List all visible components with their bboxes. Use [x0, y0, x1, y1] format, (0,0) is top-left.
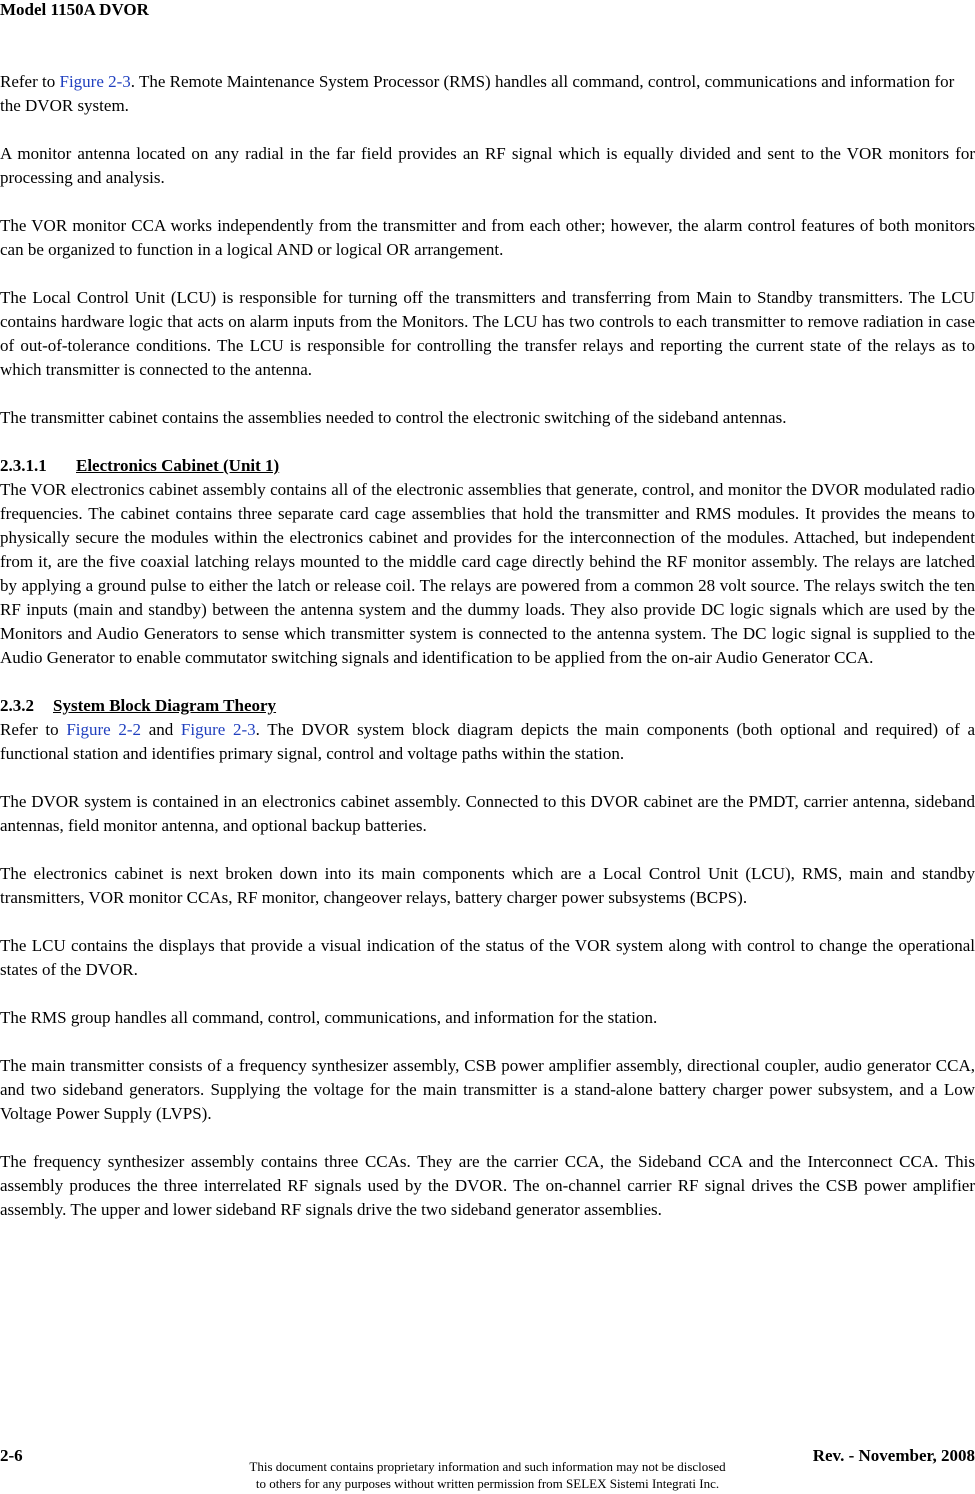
- text-span: and: [141, 720, 181, 739]
- revision-date: Rev. - November, 2008: [812, 1446, 975, 1465]
- section-heading-2311: [0, 454, 975, 478]
- disclaimer-line: to others for any purposes without written permission from SELEX Sistemi Integrati Inc.: [255, 1476, 720, 1491]
- document-body: [0, 70, 975, 1246]
- paragraph-block-diagram-intro: [0, 718, 975, 766]
- figure-link[interactable]: Figure 2-3: [180, 720, 256, 739]
- paragraph-vor-monitor: The VOR monitor CCA works independently from the transmitter and from each other; however, the alarm control features of both monitors can be organized to function in a logical AND or logical OR arrangement.: [0, 216, 975, 259]
- section-title: System Block Diagram Theory: [53, 696, 277, 715]
- paragraph-main-transmitter: The main transmitter consists of a frequency synthesizer assembly, CSB power amplifier assembly, directional coupler, audio generator CCA, and two sideband generators. Supplying the voltage for the main transmitter is a stand-alone battery charger power subsystem, and a Low Voltage Power Supply (LVPS).: [0, 1056, 975, 1123]
- page-header-title: Model 1150A DVOR: [0, 0, 149, 19]
- paragraph-electronics-cabinet: The VOR electronics cabinet assembly contains all of the electronic assemblies that generate, control, and monitor the DVOR modulated radio frequencies. The cabinet contains three separate card cage assemblies that hold the transmitter and RMS modules. It provides the means to physically secure the modules within the electronics cabinet and provides for the interconnection of the modules. Attached, but independent from it, are the five coaxial latching relays mounted to the middle card cage directly behind the RF monitor assembly. The relays are latched by applying a ground pulse to either the latch or release coil. The relays are powered from a common 28 volt source. The relays switch the ten RF inputs (main and standby) between the antenna system and the dummy loads. They also provide DC logic signals which are used by the Monitors and Audio Generators to sense which transmitter system is connected to the antenna system. The DC logic signal is supplied to the Audio Generator to enable commutator switching signals and identification to be applied from the on-air Audio Generator CCA.: [0, 480, 975, 667]
- text-span: Refer to: [0, 72, 60, 91]
- figure-link[interactable]: Figure 2-2: [66, 720, 142, 739]
- text-span: Refer to: [0, 720, 67, 739]
- figure-link[interactable]: Figure 2-3: [59, 72, 131, 91]
- paragraph-frequency-synthesizer: The frequency synthesizer assembly contains three CCAs. They are the carrier CCA, the Sideband CCA and the Interconnect CCA. This assembly produces the three interrelated RF signals used by the DVOR. The on-channel carrier RF signal drives the CSB power amplifier assembly. The upper and lower sideband RF signals drive the two sideband generator assemblies.: [0, 1152, 975, 1219]
- proprietary-disclaimer: [0, 1458, 975, 1492]
- disclaimer-line: This document contains proprietary information and such information may not be disclosed: [249, 1459, 726, 1474]
- section-number: 2.3.1.1: [0, 456, 47, 475]
- page-number: 2-6: [0, 1446, 23, 1465]
- section-number: 2.3.2: [0, 696, 34, 715]
- text-span: . The Remote Maintenance System Processor (RMS) handles all command, control, communications and information for the DVOR system.: [0, 72, 955, 115]
- paragraph-rms: [0, 70, 975, 118]
- section-heading-232: [0, 694, 975, 718]
- paragraph-monitor-antenna: A monitor antenna located on any radial in the far field provides an RF signal which is equally divided and sent to the VOR monitors for processing and analysis.: [0, 144, 975, 187]
- paragraph-lcu-displays: The LCU contains the displays that provide a visual indication of the status of the VOR system along with control to change the operational states of the DVOR.: [0, 936, 975, 979]
- paragraph-lcu: The Local Control Unit (LCU) is responsible for turning off the transmitters and transferring from Main to Standby transmitters. The LCU contains hardware logic that acts on alarm inputs from the Monitors. The LCU has two controls to each transmitter to remove radiation in case of out-of-tolerance conditions. The LCU is responsible for controlling the transfer relays and reporting the current state of the relays as to which transmitter is connected to the antenna.: [0, 288, 975, 379]
- paragraph-cabinet-components: The electronics cabinet is next broken down into its main components which are a Local Control Unit (LCU), RMS, main and standby transmitters, VOR monitor CCAs, RF monitor, changeover relays, battery charger power subsystems (BCPS).: [0, 864, 975, 907]
- section-title: Electronics Cabinet (Unit 1): [76, 456, 280, 475]
- paragraph-dvor-system: The DVOR system is contained in an electronics cabinet assembly. Connected to this DVOR cabinet are the PMDT, carrier antenna, sideband antennas, field monitor antenna, and optional backup batteries.: [0, 792, 975, 835]
- paragraph-rms-group: The RMS group handles all command, control, communications, and information for the station.: [0, 1008, 658, 1027]
- text-span: . The DVOR system block diagram depicts the main components (both optional and required) of a functional station and identifies primary signal, control and voltage paths within the station.: [0, 720, 975, 763]
- paragraph-transmitter-cabinet: The transmitter cabinet contains the assemblies needed to control the electronic switching of the sideband antennas.: [0, 408, 787, 427]
